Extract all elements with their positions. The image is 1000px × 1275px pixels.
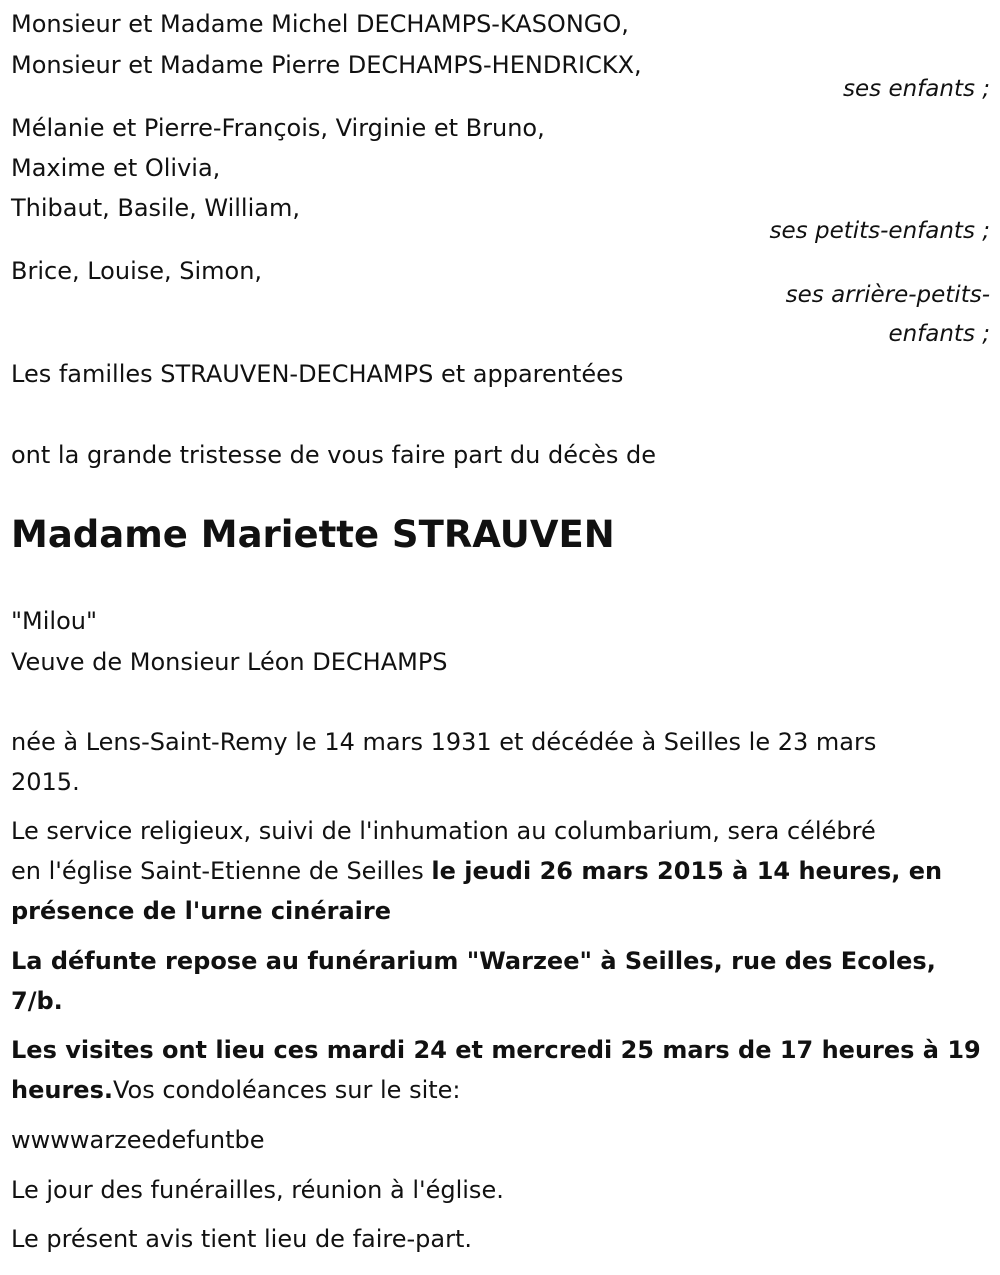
website-text: wwwwarzeedefuntbe bbox=[11, 1126, 265, 1154]
children-line-1: Monsieur et Madame Michel DECHAMPS-KASONGO, bbox=[11, 10, 629, 38]
service-date-text: le jeudi 26 mars 2015 à 14 heures, en bbox=[431, 857, 943, 885]
announcement-line: ont la grande tristesse de vous faire part du décès de bbox=[11, 441, 657, 469]
birth-death-line-2: 2015. bbox=[11, 768, 80, 796]
great-grandchildren-label-1: ses arrière-petits- bbox=[785, 282, 990, 308]
service-location-text: en l'église Saint-Etienne de Seilles bbox=[11, 857, 432, 885]
visits-hours-text: heures. bbox=[11, 1076, 113, 1104]
service-line-3: présence de l'urne cinéraire bbox=[11, 897, 392, 925]
service-line-2 bbox=[11, 856, 942, 886]
birth-death-line-1: née à Lens-Saint-Remy le 14 mars 1931 et décédée à Seilles le 23 mars bbox=[11, 728, 877, 756]
service-line-1: Le service religieux, suivi de l'inhumation au columbarium, sera célébré bbox=[11, 817, 876, 845]
grandchildren-line-2: Maxime et Olivia, bbox=[11, 154, 221, 182]
visits-line-2 bbox=[11, 1075, 461, 1105]
great-grandchildren-line: Brice, Louise, Simon, bbox=[11, 257, 263, 285]
closing-line: Le présent avis tient lieu de faire-part. bbox=[11, 1225, 473, 1253]
deceased-name: Madame Mariette STRAUVEN bbox=[11, 513, 615, 556]
children-label: ses enfants ; bbox=[843, 76, 990, 102]
children-line-2: Monsieur et Madame Pierre DECHAMPS-HENDRICKX, bbox=[11, 51, 642, 79]
rest-line-1: La défunte repose au funérarium "Warzee" à Seilles, rue des Ecoles, bbox=[11, 947, 936, 975]
grandchildren-line-3: Thibaut, Basile, William, bbox=[11, 194, 300, 222]
families-line: Les familles STRAUVEN-DECHAMPS et apparentées bbox=[11, 360, 624, 388]
meeting-line: Le jour des funérailles, réunion à l'église. bbox=[11, 1176, 504, 1204]
rest-line-2: 7/b. bbox=[11, 987, 63, 1015]
great-grandchildren-label-2: enfants ; bbox=[888, 321, 990, 347]
deceased-nickname: "Milou" bbox=[11, 607, 98, 635]
grandchildren-line-1: Mélanie et Pierre-François, Virginie et Bruno, bbox=[11, 114, 545, 142]
grandchildren-label: ses petits-enfants ; bbox=[769, 218, 990, 244]
widow-of-line: Veuve de Monsieur Léon DECHAMPS bbox=[11, 648, 448, 676]
condolences-text: Vos condoléances sur le site: bbox=[112, 1076, 461, 1104]
visits-line-1: Les visites ont lieu ces mardi 24 et mercredi 25 mars de 17 heures à 19 bbox=[11, 1036, 981, 1064]
